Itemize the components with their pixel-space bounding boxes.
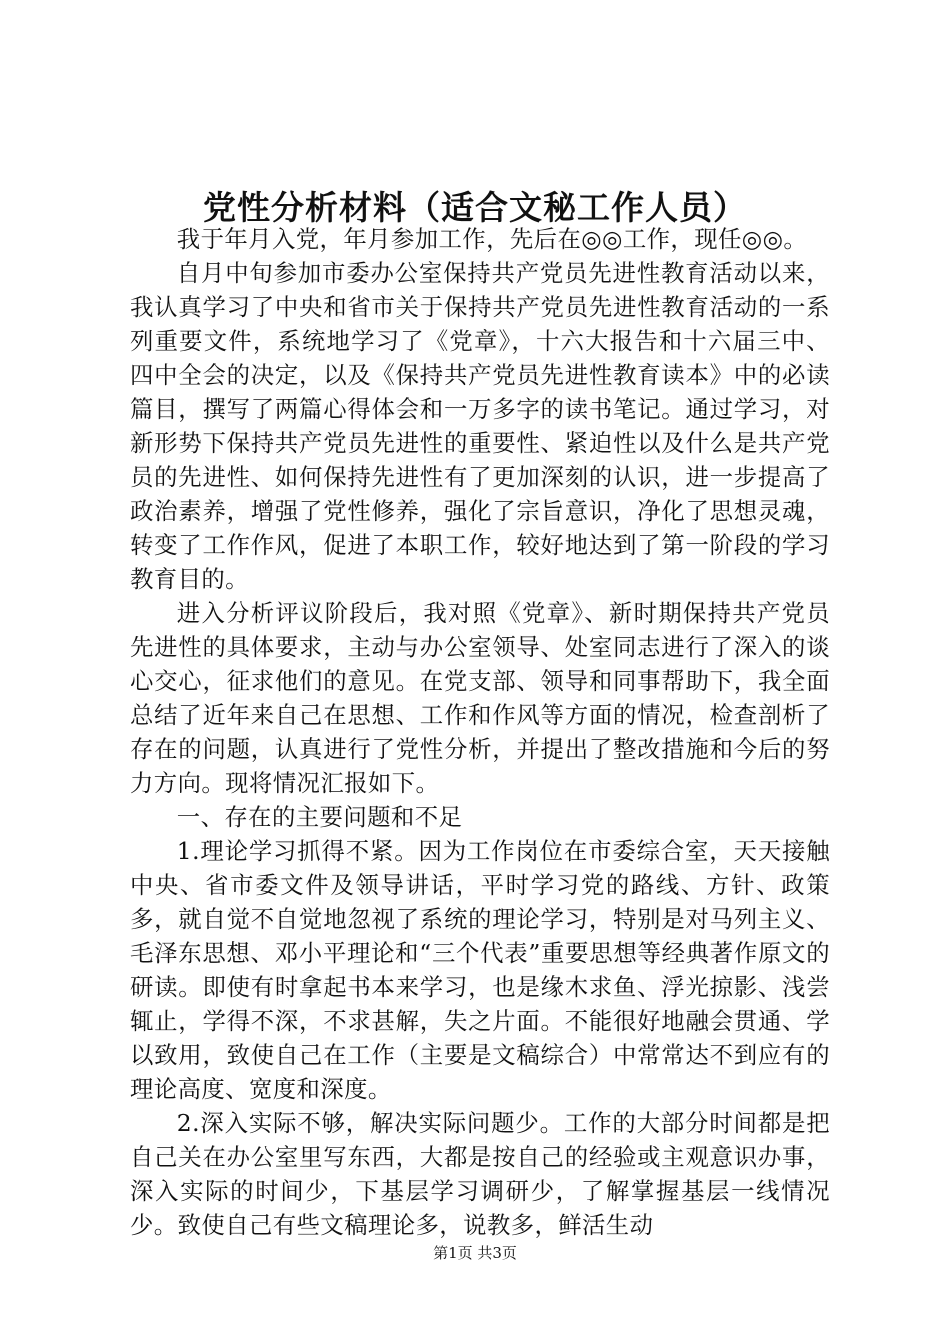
paragraph-intro: 我于年月入党，年月参加工作，先后在◎◎工作，现任◎◎。 bbox=[176, 225, 808, 253]
paragraph-problem-1: 1.理论学习抓得不紧。因为工作岗位在市委综合室，天天接触中央、省市委文件及领导讲话，平时学习党的路线、方针、政策多，就自觉不自觉地忽视了系统的理论学习，特别是对马列主义、毛泽东思想、邓小平理论和“三个代表”重要思想等经典著作原文的研读。即使有时拿起书本来学习，也是缘木求鱼、浮光掠影、浅尝辄止，学得不深，不求甚解，失之片面。不能很好地融会贯通、学以致用，致使自己在工作（主要是文稿综合）中常常达不到应有的理论高度、宽度和深度。 bbox=[130, 837, 830, 1103]
section-heading: 一、存在的主要问题和不足 bbox=[176, 803, 463, 831]
document-title: 党性分析材料（适合文秘工作人员） bbox=[203, 188, 747, 227]
page-number: 第1页 共3页 bbox=[433, 1244, 517, 1262]
paragraph-problem-2: 2.深入实际不够，解决实际问题少。工作的大部分时间都是把自己关在办公室里写东西，大都是按自己的经验或主观意识办事，深入实际的时间少，下基层学习调研少，了解掌握基层一线情况少。致使自己有些文稿理论多，说教多，鲜活生动 bbox=[130, 1109, 830, 1239]
paragraph-analysis: 进入分析评议阶段后，我对照《党章》、新时期保持共产党员先进性的具体要求，主动与办公室领导、处室同志进行了深入的谈心交心，征求他们的意见。在党支部、领导和同事帮助下，我全面总结了近年来自己在思想、工作和作风等方面的情况，检查剖析了存在的问题，认真进行了党性分析，并提出了整改措施和今后的努力方向。现将情况汇报如下。 bbox=[130, 599, 830, 797]
paragraph-study: 自月中旬参加市委办公室保持共产党员先进性教育活动以来，我认真学习了中央和省市关于保持共产党员先进性教育活动的一系列重要文件，系统地学习了《党章》，十六大报告和十六届三中、四中全会的决定，以及《保持共产党员先进性教育读本》中的必读篇目，撰写了两篇心得体会和一万多字的读书笔记。通过学习，对新形势下保持共产党员先进性的重要性、紧迫性以及什么是共产党员的先进性、如何保持先进性有了更加深刻的认识，进一步提高了政治素养，增强了党性修养，强化了宗旨意识，净化了思想灵魂，转变了工作作风，促进了本职工作，较好地达到了第一阶段的学习教育目的。 bbox=[130, 259, 830, 593]
document-body bbox=[130, 222, 830, 1242]
